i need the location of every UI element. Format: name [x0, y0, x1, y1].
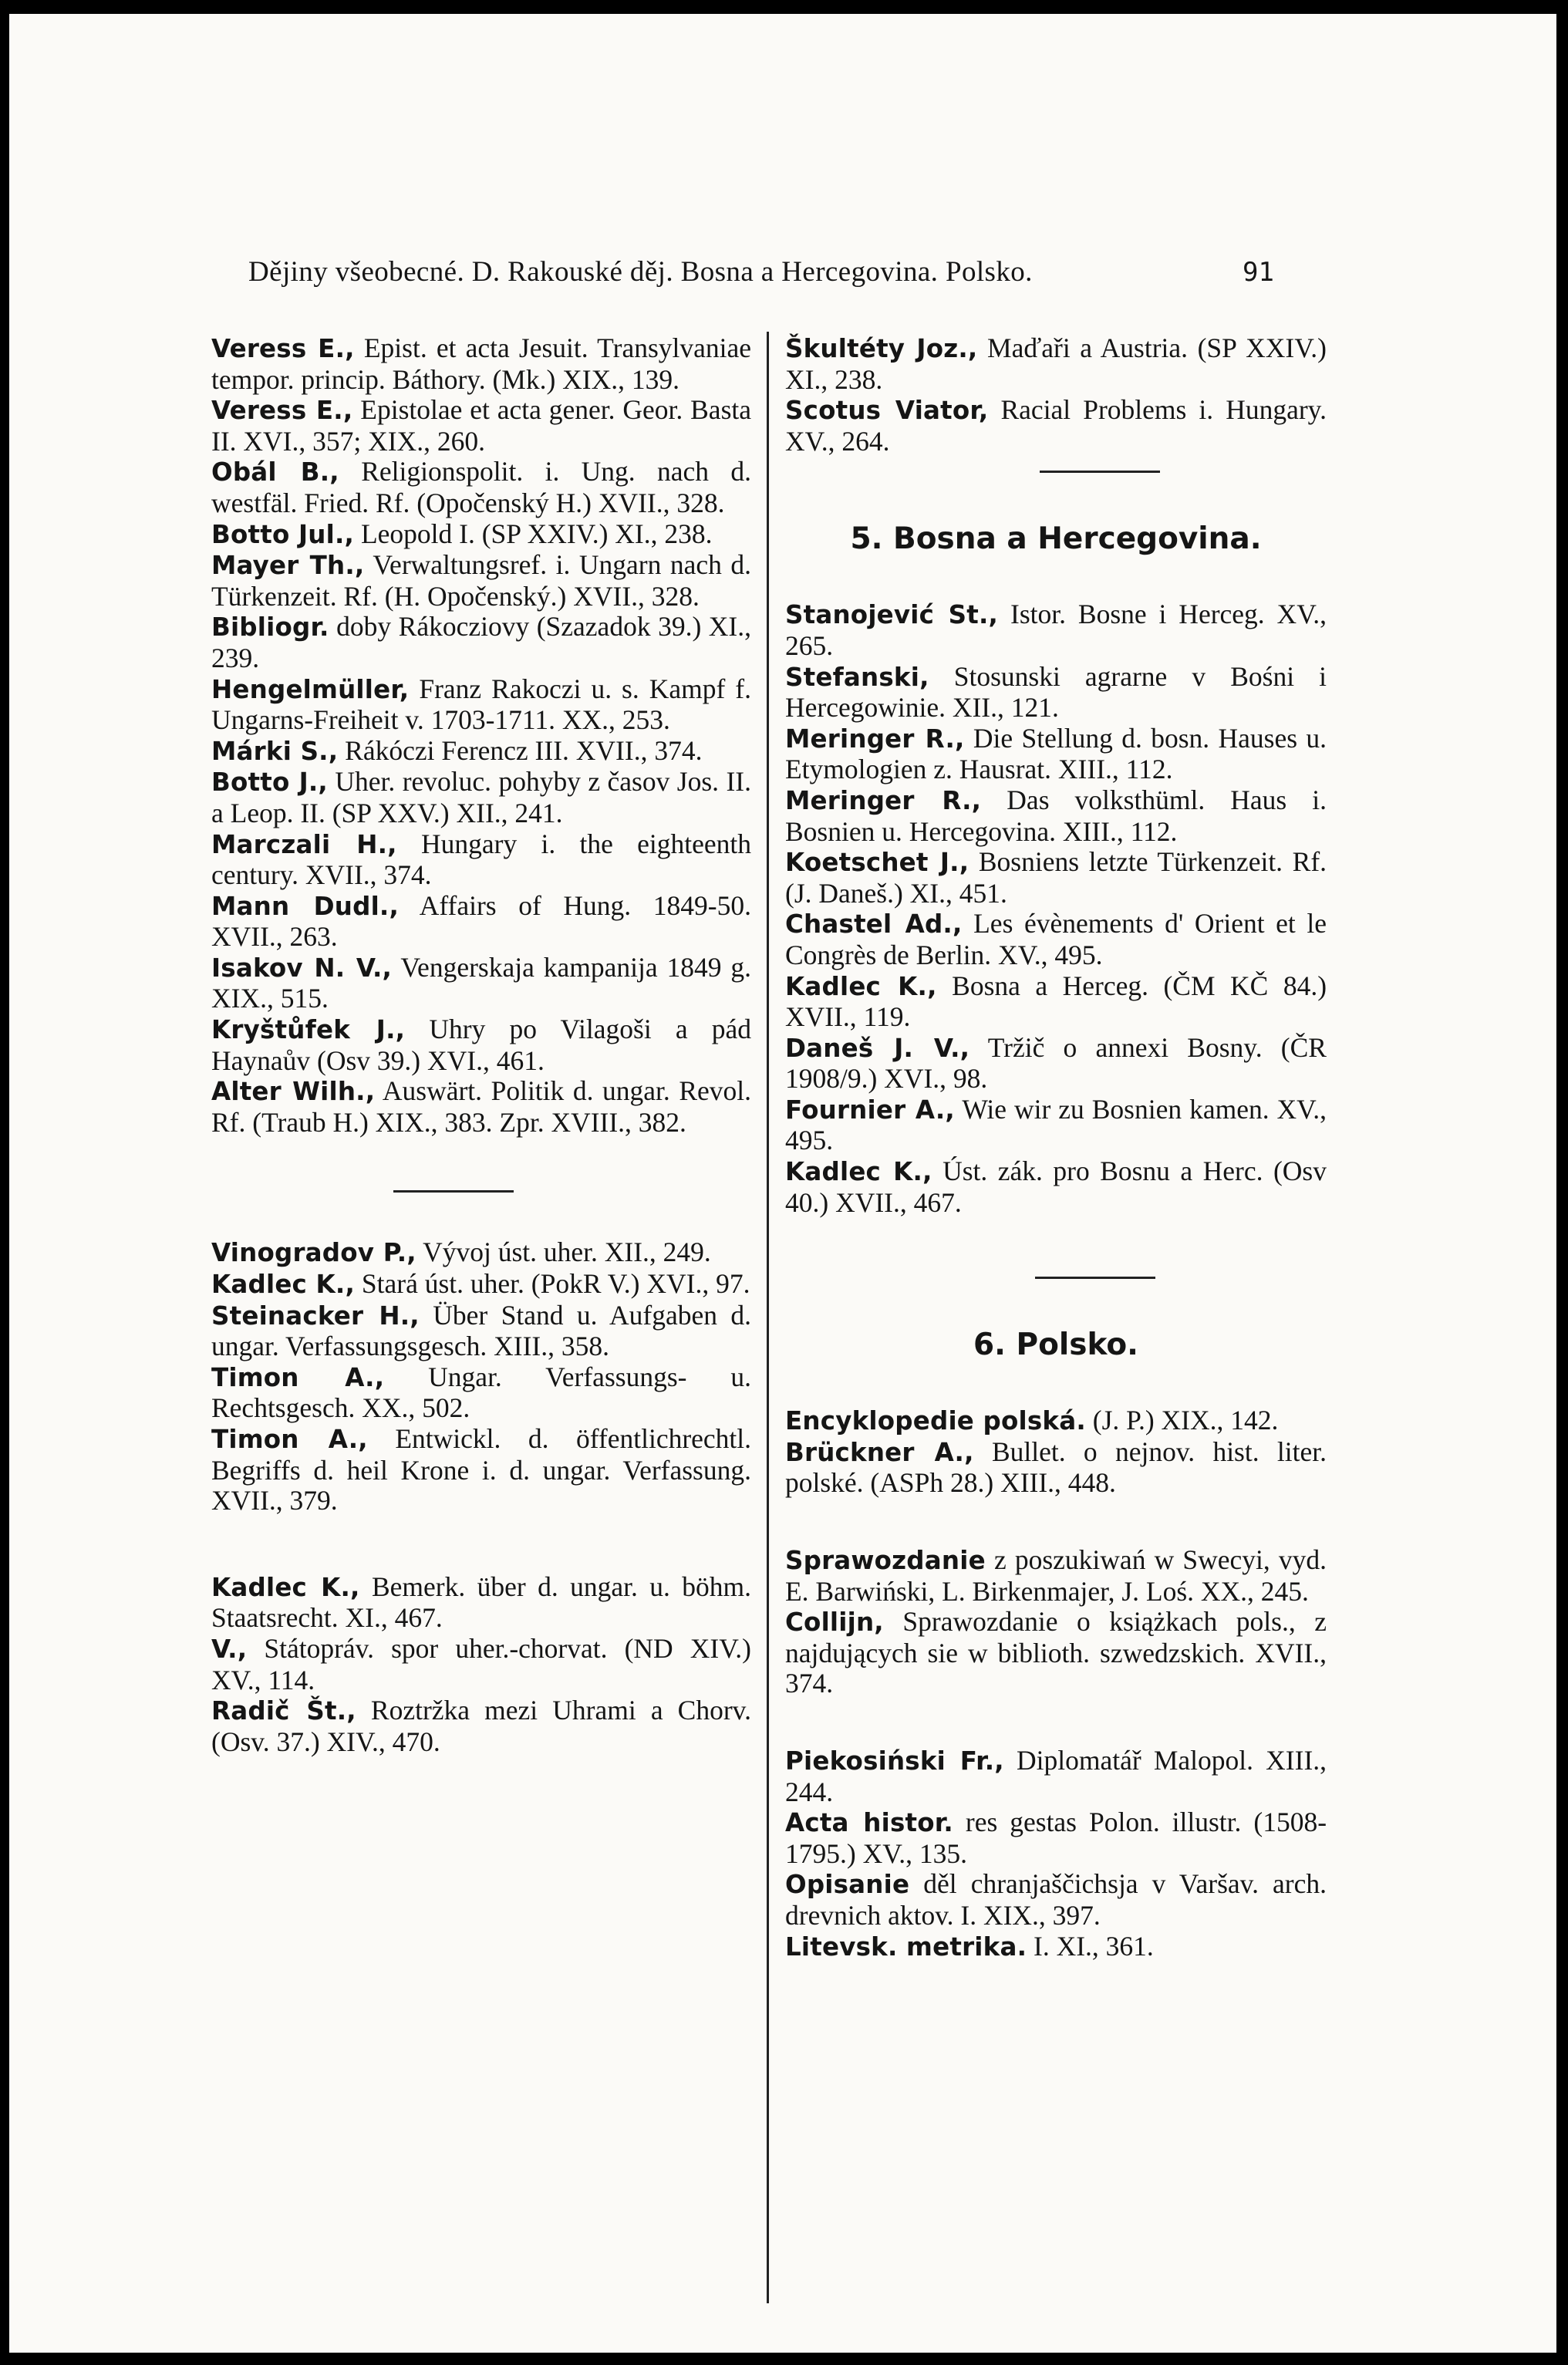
entry-author: Fournier A., — [785, 1095, 955, 1125]
entry-text: Roztržka mezi Uhrami a Chorv. (Osv. 37.) XIV., 470. — [211, 1695, 751, 1757]
entry-text: Franz Rakoczi u. s. Kampf f. Ungarns-Freiheit v. 1703-1711. XX., 253. — [211, 673, 751, 736]
bibliography-entry — [211, 550, 751, 612]
bibliography-entry — [785, 1156, 1327, 1218]
entry-author: Marczali H., — [211, 829, 397, 859]
entry-author: Meringer R., — [785, 785, 982, 815]
bibliography-entry — [785, 1869, 1327, 1931]
entry-text: Bullet. o nejnov. hist. liter. polské. (ASPh 28.) XIII., 448. — [785, 1436, 1327, 1499]
bibliography-entry — [211, 736, 751, 768]
bibliography-entry — [211, 1572, 751, 1634]
entry-text: Affairs of Hung. 1849-50. XVII., 263. — [211, 889, 751, 953]
entry-group — [211, 1237, 751, 1516]
entry-author: Márki S., — [211, 736, 339, 766]
bibliography-entry — [211, 953, 751, 1014]
bibliography-entry — [211, 1014, 751, 1076]
section-title-bosna: 5. Bosna a Hercegovina. — [850, 521, 1262, 557]
entry-text: Epistolae et acta gener. Geor. Basta II. XVI., 357; XIX., 260. — [211, 394, 751, 457]
entry-author: Stefanski, — [785, 662, 929, 692]
bibliography-entry — [785, 971, 1327, 1033]
entry-text: Auswärt. Politik d. ungar. Revol. Rf. (Traub H.) XIX., 383. Zpr. XVIII., 382. — [211, 1075, 751, 1138]
entry-author: Kadlec K., — [211, 1270, 356, 1300]
entry-text: Diplomatář Malopol. XIII., 244. — [785, 1745, 1327, 1807]
entry-group — [785, 1746, 1327, 1962]
entry-text: Verwaltungsref. i. Ungarn nach d. Türkenzeit. Rf. (H. Opočenský.) XVII., 328. — [211, 549, 751, 612]
bibliography-entry — [211, 1634, 751, 1695]
entry-text: Religionspolit. i. Ung. nach d. westfäl. Fried. Rf. (Opočenský H.) XVII., 328. — [211, 456, 752, 518]
bibliography-entry — [785, 1807, 1327, 1869]
entry-text: Entwickl. d. öffentlichrechtl. Begriffs d. heil Krone i. d. ungar. Verfassung. XVII., 379. — [211, 1423, 752, 1517]
entry-author: Hengelmüller, — [211, 674, 410, 704]
bibliography-entry — [785, 909, 1327, 970]
group-gap — [785, 1699, 1327, 1746]
entry-text: (J. P.) XIX., 142. — [1092, 1405, 1279, 1436]
entry-author: Kadlec K., — [211, 1572, 360, 1602]
entry-text: Racial Problems i. Hungary. XV., 264. — [785, 394, 1327, 457]
entry-group — [211, 333, 751, 1138]
entry-text: Hungary i. the eighteenth century. XVII., 374. — [211, 828, 751, 891]
entry-author: Alter Wilh., — [211, 1077, 376, 1107]
bibliography-entry — [785, 785, 1327, 847]
entry-text: děl chranjaščichsja v Varšav. arch. drevnich aktov. I. XIX., 397. — [785, 1868, 1327, 1931]
bibliography-entry — [785, 1095, 1327, 1156]
book-page — [9, 14, 1556, 2353]
entry-author: Piekosiński Fr., — [785, 1746, 1004, 1776]
bibliography-entry — [211, 1269, 751, 1301]
bibliography-entry — [211, 395, 751, 457]
bibliography-entry — [211, 1362, 751, 1424]
entry-text: Leopold I. (SP XXIV.) XI., 238. — [360, 518, 713, 549]
entry-author: Encyklopedie polská. — [785, 1406, 1086, 1436]
running-title: Dějiny všeobecné. D. Rakouské děj. Bosna a Hercegovina. Polsko. — [248, 256, 1033, 288]
entry-author: Chastel Ad., — [785, 909, 963, 940]
bibliography-entry — [785, 1033, 1327, 1095]
entry-text: Uher. revoluc. pohyby z časov Jos. II. a Leop. II. (SP XXV.) XII., 241. — [211, 766, 751, 828]
bibliography-entry — [785, 724, 1327, 785]
entry-text: Úst. zák. pro Bosnu a Herc. (Osv 40.) XVII., 467. — [785, 1156, 1327, 1218]
entry-author: V., — [211, 1634, 248, 1664]
bibliography-entry — [211, 767, 751, 828]
bibliography-entry — [785, 1746, 1327, 1807]
entry-author: Brückner A., — [785, 1437, 974, 1467]
bibliography-entry — [211, 1424, 751, 1517]
entry-text: Das volksthüml. Haus i. Bosnien u. Hercegovina. XIII., 112. — [785, 784, 1327, 847]
entry-author: Obál B., — [211, 457, 339, 488]
group-gap — [211, 1517, 751, 1572]
entry-text: Vengerskaja kampanija 1849 g. XIX., 515. — [211, 951, 752, 1014]
entry-author: Opisanie — [785, 1870, 910, 1900]
entry-author: Litevsk. metrika. — [785, 1931, 1027, 1962]
group-gap — [785, 1499, 1327, 1545]
bibliography-entry — [211, 612, 751, 673]
page-number: 91 — [1243, 257, 1274, 288]
entry-text: Státopráv. spor uher.-chorvat. (ND XIV.) XV., 114. — [211, 1632, 751, 1695]
entry-text: Stará úst. uher. (PokR V.) XVI., 97. — [361, 1268, 750, 1300]
column-divider — [767, 332, 769, 2303]
bibliography-entry — [211, 891, 751, 953]
entry-text: Maďaři a Austria. (SP XXIV.) XI., 238. — [785, 332, 1327, 395]
bibliography-entry — [211, 829, 751, 891]
entry-author: Mayer Th., — [211, 551, 365, 581]
separator-rule — [393, 1190, 514, 1193]
bibliography-entry — [211, 333, 751, 395]
bibliography-entry — [785, 333, 1327, 395]
entry-author: Botto Jul., — [211, 519, 355, 549]
entry-author: Vinogradov P., — [211, 1238, 416, 1268]
bibliography-entry — [785, 395, 1327, 457]
entry-author: Kadlec K., — [785, 971, 937, 1001]
entry-text: Vývoj úst. uher. XII., 249. — [423, 1236, 711, 1268]
entry-text: Bosna a Herceg. (ČM KČ 84.) XVII., 119. — [785, 970, 1327, 1033]
entry-author: Daneš J. V., — [785, 1033, 970, 1063]
entry-author: Sprawozdanie — [785, 1546, 986, 1576]
entry-text: Stosunski agrarne v Bośni i Hercegowinie. XII., 121. — [785, 660, 1327, 724]
entry-text: I. XI., 361. — [1034, 1930, 1154, 1962]
entry-author: Veress E., — [211, 334, 355, 363]
bibliography-entry — [785, 1545, 1327, 1607]
entry-text: Les évènements d' Orient et le Congrès de Berlin. XV., 495. — [785, 908, 1327, 970]
entry-author: Timon A., — [211, 1362, 385, 1392]
entry-group — [211, 1572, 751, 1758]
entry-text: Über Stand u. Aufgaben d. ungar. Verfassungsgesch. XIII., 358. — [211, 1299, 752, 1362]
entry-author: Koetschet J., — [785, 848, 969, 878]
bibliography-entry — [211, 1076, 751, 1138]
entry-text: Wie wir zu Bosnien kamen. XV., 495. — [785, 1093, 1327, 1156]
entry-text: Ungar. Verfassungs- u. Rechtsgesch. XX., 502. — [211, 1361, 751, 1424]
bibliography-entry — [211, 1695, 751, 1757]
entry-author: Stanojević St., — [785, 600, 999, 630]
separator-rule — [1040, 471, 1160, 473]
entry-text: Istor. Bosne i Herceg. XV., 265. — [785, 599, 1327, 661]
entry-group — [785, 1545, 1327, 1699]
entry-text: Die Stellung d. bosn. Hauses u. Etymologien z. Hausrat. XIII., 112. — [785, 722, 1327, 785]
bibliography-entry — [211, 1301, 751, 1362]
entry-text: Epist. et acta Jesuit. Transylvaniae tempor. princip. Báthory. (Mk.) XIX., 139. — [211, 332, 752, 395]
right-column — [785, 333, 1327, 1962]
entry-author: Steinacker H., — [211, 1301, 420, 1331]
section-title-polsko: 6. Polsko. — [973, 1328, 1138, 1363]
entry-author: Isakov N. V., — [211, 953, 393, 983]
bibliography-entry — [785, 847, 1327, 909]
bibliography-entry — [785, 1931, 1327, 1963]
bibliography-entry — [211, 457, 751, 518]
entry-author: Bibliogr. — [211, 612, 329, 643]
entry-text: z poszukiwań w Swecyi, vyd. E. Barwiński, L. Birkenmajer, J. Loś. XX., 245. — [785, 1544, 1327, 1607]
entry-group — [785, 1405, 1327, 1499]
bibliography-entry — [785, 1405, 1327, 1437]
entry-author: Kadlec K., — [785, 1157, 932, 1187]
bibliography-entry — [785, 599, 1327, 661]
bibliography-entry — [211, 1237, 751, 1269]
left-column — [211, 333, 751, 1757]
entry-author: Radič Št., — [211, 1696, 356, 1726]
entry-author: Veress E., — [211, 396, 353, 426]
bibliography-entry — [785, 1437, 1327, 1499]
entry-author: Timon A., — [211, 1425, 368, 1454]
entry-author: Škultéty Joz., — [785, 334, 978, 363]
bibliography-entry — [211, 674, 751, 736]
separator-rule — [1035, 1277, 1155, 1279]
entry-text: res gestas Polon. illustr. (1508-1795.) XV., 135. — [785, 1807, 1327, 1869]
entry-text: Uhry po Vilagoši a pád Haynaův (Osv 39.) XVI., 461. — [211, 1014, 752, 1076]
entry-author: Botto J., — [211, 768, 328, 798]
entry-text: Rákóczi Ferencz III. XVII., 374. — [345, 734, 703, 766]
entry-group — [785, 599, 1327, 1218]
entry-text: doby Rákocziovy (Szazadok 39.) XI., 239. — [211, 611, 752, 673]
entry-author: Kryštůfek J., — [211, 1015, 406, 1045]
entry-author: Collijn, — [785, 1608, 884, 1638]
entry-author: Meringer R., — [785, 724, 965, 754]
bibliography-entry — [211, 519, 751, 551]
entry-text: Bosniens letzte Türkenzeit. Rf. (J. Daneš.) XI., 451. — [785, 846, 1327, 909]
entry-text: Bemerk. über d. ungar. u. böhm. Staatsrecht. XI., 467. — [211, 1570, 752, 1634]
entry-text: Tržič o annexi Bosny. (ČR 1908/9.) XVI., 98. — [785, 1031, 1327, 1095]
entry-group — [785, 333, 1327, 457]
entry-author: Mann Dudl., — [211, 891, 400, 921]
bibliography-entry — [785, 1607, 1327, 1699]
entry-author: Acta histor. — [785, 1808, 953, 1838]
entry-author: Scotus Viator, — [785, 396, 989, 426]
bibliography-entry — [785, 662, 1327, 724]
entry-text: Sprawozdanie o książkach pols., z najdujących sie w biblioth. szwedzskich. XVII., 374. — [785, 1606, 1327, 1699]
